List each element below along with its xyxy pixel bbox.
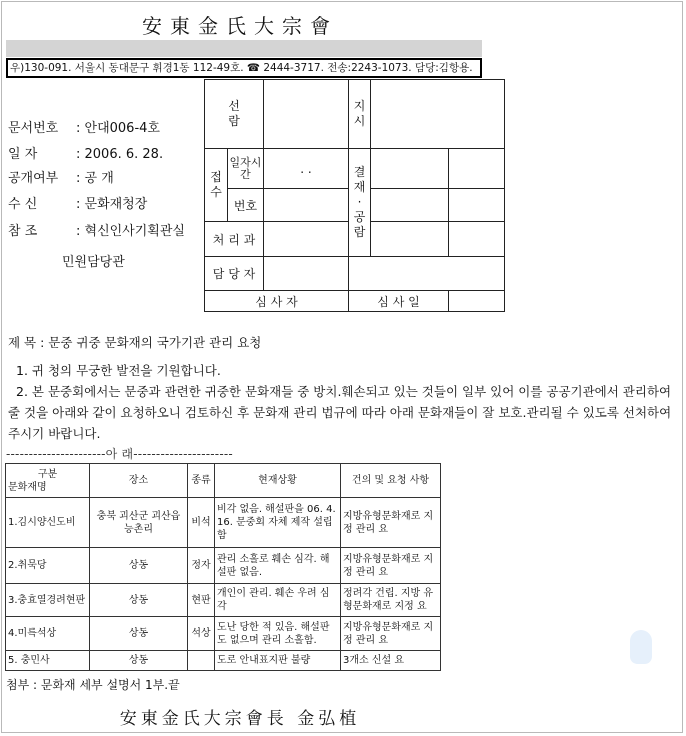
doc-number-label: 문서번호 (8, 121, 59, 136)
row-status: 도로 안내표지판 불량 (215, 651, 341, 671)
header-category (6, 464, 90, 498)
header-status: 현재상황 (215, 464, 341, 498)
attachment-note: 첨부 : 문화재 세부 설명서 1부.끝 (6, 678, 180, 692)
header-location: 장소 (90, 464, 188, 498)
recipient (8, 193, 147, 212)
person-in-charge-label: 담 당 자 (205, 257, 264, 291)
header-category-top: 구분 (37, 468, 58, 480)
doc-date-label: 일 자 (8, 147, 38, 162)
row-type: 현판 (188, 584, 215, 617)
disclosure-value: : 공 개 (76, 171, 114, 186)
row-request: 지방유형문화재로 지정 관리 요 (341, 548, 441, 584)
watermark-icon (630, 630, 652, 664)
instruction-label: 지시 (353, 99, 366, 128)
row-name: 1.김시양신도비 (6, 498, 90, 548)
approval-label: 결재·공람 (353, 165, 366, 239)
doc-date (8, 143, 163, 162)
paragraph-2: 2. 본 문중회에서는 문중과 관련한 귀중한 문화재들 중 방치.훼손되고 있는 것들이 일부 있어 이를 공공기관에서 관리하여 줄 것을 아래와 같이 요청하오니 검토하신 후 문화재 관리 법규에 따라 아래 문화재들이 잘 보호.관리될 수 있도록 선처하여 주시기 바랍니다. (8, 384, 672, 441)
signature: 安東金氏大宗會長 金弘植 (119, 709, 361, 729)
receipt-cell (205, 149, 228, 222)
reference-value: : 혁신인사기획관실 (76, 224, 185, 239)
processing-dept-label: 처 리 과 (205, 222, 264, 257)
number-label: 번호 (228, 189, 264, 222)
subject: 제 목 : 문중 귀중 문화재의 국가기관 관리 요청 (8, 335, 262, 350)
row-name: 2.취묵당 (6, 548, 90, 584)
reviewer-label: 심 사 자 (205, 291, 349, 312)
row-status: 비각 없음. 해설판을 06. 4. 16. 문중회 자체 제작 설립함 (215, 498, 341, 548)
address-line: 우)130-091. 서울시 동대문구 휘경1동 112-49호. ☎ 2444-3717. 전송:2243-1073. 담당:김항용. (6, 58, 482, 78)
datetime-label: 일자시간 (228, 149, 264, 189)
reference-label: 참 조 (8, 224, 38, 239)
receipt-label: 접수 (210, 170, 222, 199)
row-type (188, 651, 215, 671)
row-location: 상동 (90, 617, 188, 651)
row-request: 3개소 신설 요 (341, 651, 441, 671)
table-row (6, 651, 441, 671)
datetime-value: . . (264, 149, 349, 189)
divider: ----------------------아 래---------------------- (6, 447, 233, 461)
reference-sub: 민원담당관 (62, 255, 125, 270)
row-name: 3.충효열경려현판 (6, 584, 90, 617)
row-name: 5. 충민사 (6, 651, 90, 671)
header-category-bottom: 문화재명 (8, 481, 47, 493)
row-request: 정려각 건립. 지방 유형문화재로 지정 요 (341, 584, 441, 617)
row-location: 상동 (90, 548, 188, 584)
header-type: 종류 (188, 464, 215, 498)
table-row (6, 498, 441, 548)
doc-date-value: : 2006. 6. 28. (76, 147, 164, 162)
review-date-label: 심 사 일 (349, 291, 449, 312)
paragraph-1: 1. 귀 청의 무궁한 발전을 기원합니다. (16, 363, 221, 378)
reference (8, 220, 185, 239)
recipient-value: : 문화재청장 (76, 197, 148, 212)
table-row (6, 584, 441, 617)
table-row (6, 617, 441, 651)
row-status: 개인이 관리. 훼손 우려 심각 (215, 584, 341, 617)
header-request: 건의 및 요청 사항 (341, 464, 441, 498)
instruction-cell (349, 80, 371, 149)
row-location: 충북 괴산군 괴산읍 능촌리 (90, 498, 188, 548)
recipient-label: 수 신 (8, 197, 38, 212)
disclosure (8, 167, 114, 186)
approval-cell (349, 149, 371, 257)
doc-number (8, 117, 160, 136)
approval-box (204, 79, 505, 312)
row-status: 관리 소홀로 훼손 심각. 해설판 없음. (215, 548, 341, 584)
row-type: 비석 (188, 498, 215, 548)
org-title: 安東金氏大宗會 (142, 14, 338, 38)
prior-review-label: 선람 (228, 99, 240, 128)
doc-number-value: : 안대006-4호 (76, 121, 160, 136)
row-name: 4.미륵석상 (6, 617, 90, 651)
row-type: 정자 (188, 548, 215, 584)
row-request: 지방유형문화재로 지정 관리 요 (341, 617, 441, 651)
prior-review-cell (205, 80, 264, 149)
heritage-table (5, 463, 441, 671)
row-type: 석상 (188, 617, 215, 651)
header-bar (6, 40, 482, 57)
row-location: 상동 (90, 584, 188, 617)
row-request: 지방유형문화재로 지정 관리 요 (341, 498, 441, 548)
disclosure-label: 공개여부 (8, 171, 59, 186)
row-location: 상동 (90, 651, 188, 671)
row-status: 도난 당한 적 있음. 해설판도 없으며 관리 소홀함. (215, 617, 341, 651)
table-row (6, 548, 441, 584)
